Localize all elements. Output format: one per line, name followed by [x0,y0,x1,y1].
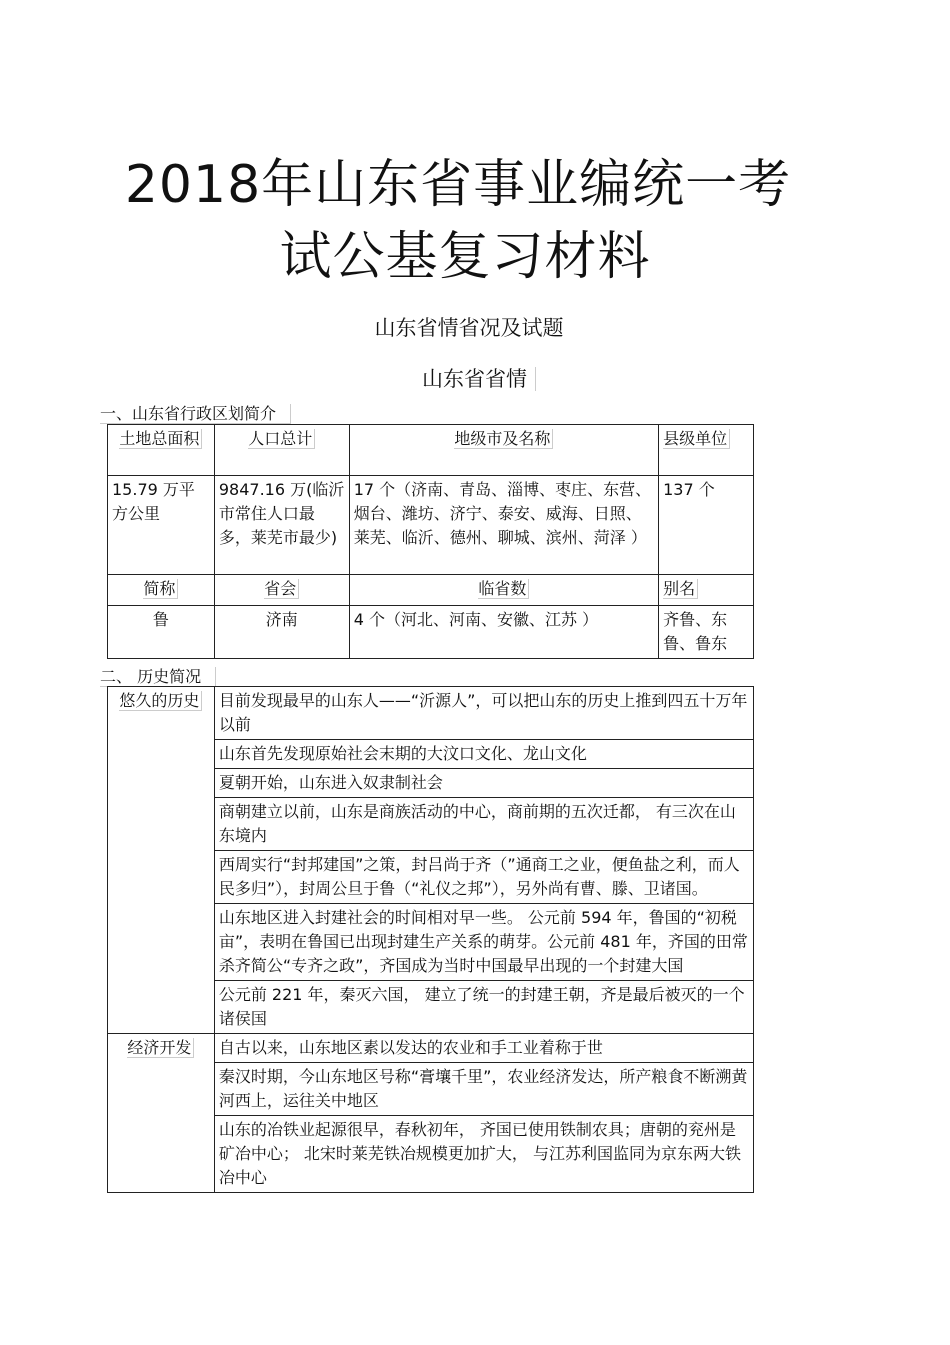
header-cell-population [214,425,349,476]
history-item: 山东首先发现原始社会末期的大汶口文化、龙山文化 [214,740,753,769]
section-2-title-text: 二、 历史简况 [100,667,216,687]
header-text: 简称 [143,579,178,599]
table-row [108,476,754,575]
history-item: 公元前 221 年，秦灭六国， 建立了统一的封建王朝，齐是最后被灭的一个诸侯国 [214,981,753,1034]
cell-area-value: 15.79 万平方公里 [108,476,215,575]
group-label-text: 经济开发 [127,1038,194,1058]
document-subtitle: 山东省情省况及试题 [374,316,564,340]
header-text: 省会 [264,579,299,599]
history-item: 目前发现最早的山东人——“沂源人”，可以把山东的历史上推到四五十万年以前 [214,687,753,740]
document-title-line-2: 试公基复习材料 [279,227,651,287]
cell-counties-value: 137 个 [659,476,754,575]
header-text: 临省数 [478,579,529,599]
table-row [108,687,754,740]
cell-alias-value: 齐鲁、东鲁、鲁东 [659,606,754,659]
history-table [107,686,754,1193]
group-label-text: 悠久的历史 [119,691,202,711]
table-header-row [108,425,754,476]
economy-item: 秦汉时期，今山东地区号称“膏壤千里”，农业经济发达，所产粮食不断溯黄河西上，运往关中地区 [214,1063,753,1116]
table-row [108,1034,754,1063]
economy-item: 山东的冶铁业起源很早，春秋初年， 齐国已使用铁制农具；唐朝的兖州是矿冶中心； 北宋时莱芜铁冶规模更加扩大， 与江苏利国监同为京东两大铁冶中心 [214,1116,753,1193]
document-title-line-1: 2018年山东省事业编统一考 [124,155,792,215]
header-cell-area [108,425,215,476]
history-item: 商朝建立以前，山东是商族活动的中心，商前期的五次迁都， 有三次在山东境内 [214,798,753,851]
cell-population-value: 9847.16 万(临沂市常住人口最多，莱芜市最少) [214,476,349,575]
header-text: 人口总计 [248,429,315,449]
cell-abbr-value: 鲁 [108,606,215,659]
admin-division-table [107,424,754,659]
history-item: 山东地区进入封建社会的时间相对早一些。 公元前 594 年，鲁国的“初税亩”，表明在鲁国已出现封建生产关系的萌芽。公元前 481 年，齐国的田常杀齐简公“专齐之政”，齐国成为当时中国最早出现的一个封建大国 [214,904,753,981]
section-1-title [100,401,291,424]
cell-cities-value: 17 个（济南、青岛、淄博、枣庄、东营、烟台、潍坊、济宁、泰安、威海、日照、莱芜、临沂、德州、聊城、滨州、菏泽 ） [349,476,658,575]
section-2-title [100,664,216,687]
table-row [108,606,754,659]
header-cell-neighbors [349,575,658,606]
group-label-history [108,687,215,1034]
header-text: 土地总面积 [119,429,202,449]
header-cell-alias [659,575,754,606]
group-label-economy [108,1034,215,1193]
header-text: 地级市及名称 [454,429,553,449]
header-cell-cities [349,425,658,476]
header-text: 别名 [663,579,698,599]
table-header-row [108,575,754,606]
economy-item: 自古以来，山东地区素以发达的农业和手工业着称于世 [214,1034,753,1063]
header-cell-counties [659,425,754,476]
history-item: 夏朝开始，山东进入奴隶制社会 [214,769,753,798]
section-heading [4,363,950,393]
cell-neighbors-value: 4 个（河北、河南、安徽、江苏 ） [349,606,658,659]
history-item: 西周实行“封邦建国”之策，封吕尚于齐（”通商工之业，便鱼盐之利，而人民多归”），封周公旦于鲁（“礼仪之邦”），另外尚有曹、滕、卫诸国。 [214,851,753,904]
section-1-title-text: 一、山东省行政区划简介 [100,404,291,424]
cell-capital-value: 济南 [214,606,349,659]
header-cell-abbr [108,575,215,606]
section-heading-text: 山东省省情 [422,367,536,391]
header-cell-capital [214,575,349,606]
header-text: 县级单位 [663,429,730,449]
